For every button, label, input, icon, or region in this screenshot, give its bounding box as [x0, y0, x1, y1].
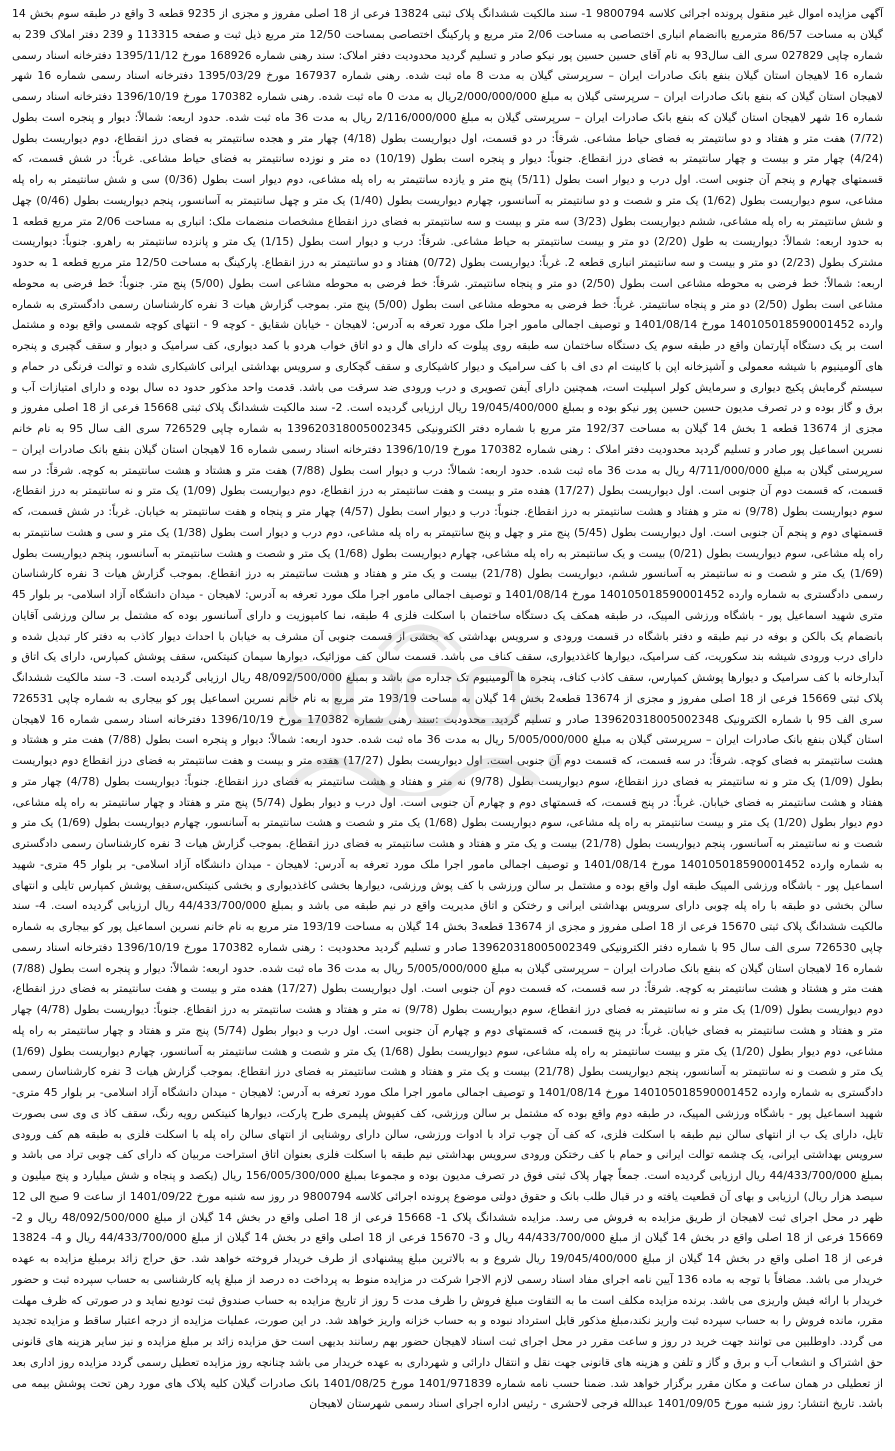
- auction-notice-text: آگهی مزایده اموال غیر منقول پرونده اجرائی کلاسه 9800794 1- سند مالکیت ششدانگ پلاک ثبتی 13824 فرعی از 18 اصلی مفروز و مجزی از 9235 قطعه 3 واقع در طبقه سوم بخش 14 گیلان به مساحت 86/57 مترمربع باانضمام انباری اختصاصی به مساحت 2/06 متر مربع و پارکینگ اختصاصی بمساحت 12/50 متر مربع ذیل ثبت و صفحه 113315 و 239 دفتر املاک 239 به شماره چاپی 027829 سری الف سال93 به نام آقای حسین حسین پور نیکو صادر و تسلیم گردید محدودیت دفتر املاک: سند رهنی شماره 168926 مورخ 1395/11/12 دفترخانه اسناد رسمی شماره 16 لاهیجان استان گیلان بنفع بانک صادرات ایران – سرپرستی گیلان به مدت 8 ماه ثبت شده. رهنی شماره 167937 مورخ 1395/03/29 دفترخانه اسناد رسمی شماره 16 شهر لاهیجان استان گیلان که بنفع بانک صادرات ایران – سرپرستی گیلان به مبلغ 2/000/000/000ریال به مدت 0 ماه ثبت شده. رهنی شماره 170382 مورخ 1396/10/19 دفترخانه اسناد رسمی شماره 16 شهر لاهیجان استان گیلان که بنفع بانک صادرات ایران – سرپرستی گیلان به مبلغ 2/116/000/000 ریال به مدت 36 ماه ثبت شده. حدود اربعه: شمالاً: دیوار و پنجره است بطول (7/72) هفت متر و هفتاد و دو سانتیمتر به فضای حیاط مشاعی. شرقاً: در دو قسمت، اول دیواریست بطول (4/18) چهار متر و هجده سانتیمتر به فضای درز انقطاع، دوم دیواریست بطول (4/24) چهار متر و بیست و چهار سانتیمتر به فضای درز انقطاع. جنوباً: دیوار و پنجره است بطول (10/19) ده متر و نوزده سانتیمتر به فضای حیاط مشاعی. غرباً: در شش قسمت، که قسمتهای چهارم و پنجم آن جنوبی است. اول درب و دیوار است بطول (5/11) پنج متر و یازده سانتیمتر به راه پله مشاعی، دوم دیوار است بطول (0/36) سی و شش سانتیمتر به راه پله مشاعی، سوم دیواریست بطول (1/62) یک متر و شصت و دو سانتیمتر به آسانسور، چهارم دیواریست بطول (1/40) یک متر و چهل سانتیمتر به آسانسور، پنجم دیواریست بطول (0/46) چهل و شش سانتیمتر به راه پله مشاعی، ششم دیواریست بطول (3/23) سه متر و بیست و سه سانتیمتر به فضای درز انقطاع مشخصات منضمات ملک: انباری به مساحت 2/06 متر مربع قطعه 1 به حدود اربعه: شمالاً: دیواریست به طول (2/20) دو متر و بیست سانتیمتر به حیاط مشاعی. شرقاً: درب و دیوار است بطول (1/15) یک متر و پانزده سانتیمتر به راهرو. جنوباً: دیواریست مشترک بطول (2/23) دو متر و بیست و سه سانتیمتر انباری قطعه 2. غرباً: دیواریست بطول (0/72) هفتاد و دو سانتیمتر به درز انقطاع. پارکینگ به مساحت 12/50 متر مربع قطعه 1 به حدود اربعه: شمالاً: خط فرضی به محوطه مشاعی است بطول (2/50) دو متر و پنجاه سانتیمتر. شرقاً: خط فرضی به محوطه مشاعی است بطول (5/00) پنج متر. جنوباً: خط فرضی به محوطه مشاعی است بطول (2/50) دو متر و پنجاه سانتیمتر. غرباً: خط فرضی به محوطه مشاعی است بطول (5/00) پنج متر. بموجب گزارش هیات 3 نفره کارشناسان رسمی دادگستری به شماره وارده 140105018590001452 مورخ 1401/08/14 و توصیف اجمالی مامور اجرا ملک مورد تعرفه به آدرس: لاهیجان - خیابان شقایق - کوچه 9 - انتهای کوچه شمسی واقع بوده و مشتمل است بر یک دستگاه آپارتمان واقع در طبقه سوم یک دستگاه ساختمان سه طبقه روی پیلوت که دارای هال و دو اتاق خواب هردو با کمد دیواری، کف سرامیک و دیوار و سقف گچبری و پنجره های آلومینیوم با شیشه معمولی و آشپزخانه اپن با کابینت ام دی اف با کف سرامیک و دیوار کاشیکاری و سقف گچکاری و سرویس بهداشتی ایرانی کاشیکاری شده و توالت فرنگی در حمام و سیستم گرمایش پکیج دیواری و سرمایش کولر اسپلیت است، همچنین دارای آیفن تصویری و درب ورودی ضد سرقت می باشد. قدمت واحد مذکور حدود ده سال بوده و دارای امتیازات آب و برق و گاز بوده و در تصرف مدیون حسین حسین پور نیکو بوده و بمبلغ 19/045/400/000 ریال ارزیابی گردیده است. 2- سند مالکیت ششدانگ پلاک ثبتی 15668 فرعی از 18 اصلی مفروز و مجزی از 13674 قطعه 1 بخش 14 گیلان به مساحت 192/37 متر مربع با شماره دفتر الکترونیکی 139620318005002345 به شماره چاپی 726529 سری الف سال 95 به نام خانم نسرین اسماعیل پور صادر و تسلیم گردید محدودیت دفتر املاک : رهنی شماره 170382 مورخ 1396/10/19 دفترخانه اسناد رسمی شماره 16 لاهیجان استان گیلان بنفع بانک صادرات ایران – سرپرستی گیلان به مبلغ 4/711/000/000 ریال به مدت 36 ماه ثبت شده. حدود اربعه: شمالاً: درب و دیوار است بطول (7/88) هفت متر و هشتاد و هشت سانتیمتر به کوچه. شرقاً: در سه قسمت، که قسمت دوم آن جنوبی است. اول دیواریست بطول (17/27) هفده متر و بیست و هفت سانتیمتر به درز انقطاع، دوم دیواریست بطول (1/09) یک متر و نه سانتیمتر به درز انقطاع، سوم دیواریست بطول (9/78) نه متر و هفتاد و هشت سانتیمتر به درز انقطاع. جنوباً: درب و دیوار است بطول (4/57) چهار متر و پنجاه و هفت سانتیمتر به خیابان. غرباً: در شش قسمت، که قسمتهای دوم و پنجم آن جنوبی است. اول دیواریست بطول (5/45) پنج متر و چهل و پنج سانتیمتر به راه پله مشاعی، دوم درب و دیوار است بطول (1/38) یک متر و سی و هشت سانتیمتر به راه پله مشاعی، سوم دیواریست بطول (0/21) بیست و یک سانتیمتر به راه پله مشاعی، چهارم دیواریست بطول (1/68) یک متر و شصت و هشت سانتیمتر به آسانسور، پنجم دیواریست بطول (1/69) یک متر و شصت و نه سانتیمتر به آسانسور ششم، دیواریست بطول (21/78) بیست و یک متر و هفتاد و هشت سانتیمتر به درز انقطاع. بموجب گزارش هیات 3 نفره کارشناسان رسمی دادگستری به شماره وارده 140105018590001452 مورخ 1401/08/14 و توصیف اجمالی مامور اجرا ملک مورد تعرفه به آدرس: لاهیجان - میدان دانشگاه آزاد اسلامی- بر بلوار 45 متری شهید اسماعیل پور - باشگاه ورزشی المپیک، در طبقه همکف یک دستگاه ساختمان با اسکلت فلزی 4 طبقه، نما کامپوزیت و دارای آسانسور بوده که مشتمل بر سالن ورزشی آقایان بانضمام یک بالکن و بوفه در نیم طبقه و دفتر باشگاه در قسمت ورودی و سرویس بهداشتی که بخشی از قسمت جنوبی آن مشرف به خیابان با احداث دیوار کاذب به دفتر کار تبدیل شده و دارای درب ورودی شیشه بند سکوریت، کف سرامیک، دیوارها کاغذدیواری، سقف کناف می باشد. قسمت سالن کف موزائیک، دیوارها سیمان کنیتکس، سقف پوشش کمپارس، دارای یک اتاق و آبدارخانه با کف سرامیک و دیوارها پوشش کمپارس، سقف کاذب کناف، پنجره ها آلومینیوم تک جداره می باشد و بمبلغ 48/092/500/000 ریال ارزیابی گردیده است. 3- سند مالکیت ششدانگ پلاک ثبتی 15669 فرعی از 18 اصلی مفروز و مجزی از 13674 قطعه2 بخش 14 گیلان به مساحت 193/19 متر مربع به نام خانم نسرین اسماعیل پور کو بیجاری به شماره چاپی 726531 سری الف 95 با شماره الکترونیک 139620318005002348 صادر و تسلیم گردید. محدودیت :سند رهنی شماره 170382 مورخ 1396/10/19 دفترخانه اسناد رسمی شماره 16 لاهیجان استان گیلان بنفع بانک صادرات ایران – سرپرستی گیلان به مبلغ 5/005/000/000 ریال به مدت 36 ماه ثبت شده. حدود اربعه: شمالاً: دیوار و پنجره است بطول (7/88) هفت متر و هشتاد و هشت سانتیمتر به فضای کوچه. شرقاً: در سه قسمت، که قسمت دوم آن جنوبی است. اول دیواریست بطول (17/27) هفده متر و بیست و هفت سانتیمتر به فضای درز انقطاع دوم دیواریست بطول (1/09) یک متر و نه سانتیمتر به فضای درز انقطاع، سوم دیواریست بطول (9/78) نه متر و هفتاد و هشت سانتیمتر به فضای درز انقطاع. جنوباً: دیواریست بطول (4/78) چهار متر و هفتاد و هشت سانتیمتر به فضای خیابان. غرباً: در پنج قسمت، که قسمتهای دوم و چهارم آن جنوبی است. اول درب و دیوار بطول (5/74) پنج متر و هفتاد و چهار سانتیمتر به راه پله مشاعی، دوم دیوار بطول (1/20) یک متر و بیست سانتیمتر به راه پله مشاعی، سوم دیواریست بطول (1/68) یک متر و شصت و هشت سانتیمتر به آسانسور، چهارم دیواریست بطول (1/69) یک متر و شصت و نه سانتیمتر به آسانسور، پنجم دیواریست بطول (21/78) بیست و یک متر و هفتاد و هشت سانتیمتر به فضای درز انقطاع. بموجب گزارش هیات 3 نفره کارشناسان رسمی دادگستری به شماره وارده 140105018590001452 مورخ 1401/08/14 و توصیف اجمالی مامور اجرا ملک مورد تعرفه به آدرس: لاهیجان - میدان دانشگاه آزاد اسلامی- بر بلوار 45 متری- شهید اسماعیل پور - باشگاه ورزشی المپیک طبقه اول واقع بوده و مشتمل بر سالن ورزشی با کف پوش ورزشی، دیوارها بخشی کاغذدیواری و بخشی کنیتکس،سقف پوشش کمپارس تایلی و انتهای سالن بخشی دو طبقه با راه پله چوبی دارای سرویس بهداشتی ایرانی و رختکن و اتاق مدیریت واقع در نیم طبقه می باشد و بمبلغ 44/433/700/000 ریال ارزیابی گردیده است. 4- سند مالکیت ششدانگ پلاک ثبتی 15670 فرعی از 18 اصلی مفروز و مجزی از 13674 قطعه3 بخش 14 گیلان به مساحت 193/19 متر مربع به نام خانم نسرین اسماعیل پور کو بیجاری به شماره چاپی 726530 سری الف سال 95 با شماره دفتر الکترونیکی 139620318005002349 صادر و تسلیم گردید محدودیت : رهنی شماره 170382 مورخ 1396/10/19 دفترخانه اسناد رسمی شماره 16 لاهیجان استان گیلان که بنفع بانک صادرات ایران – سرپرستی گیلان به مبلغ 5/005/000/000 ریال به مدت 36 ماه ثبت شده. حدود اربعه: شمالاً: دیوار و پنجره است بطول (7/88) هفت متر و هشتاد و هشت سانتیمتر به کوچه. شرقاً: در سه قسمت، که قسمت دوم آن جنوبی است. اول دیواریست بطول (17/27) هفده متر و بیست و هفت سانتیمتر به فضای درز انقطاع، دوم دیواریست بطول (1/09) یک متر و نه سانتیمتر به فضای درز انقطاع، سوم دیواریست بطول (9/78) نه متر و هفتاد و هشت سانتیمتر به درز انقطاع. جنوباً: دیواریست بطول (4/78) چهار متر و هفتاد و هشت سانتیمتر به فضای خیابان. غرباً: در پنج قسمت، که قسمتهای دوم و چهارم آن جنوبی است. اول درب و دیوار بطول (5/74) پنج متر و هفتاد و چهار سانتیمتر به راه پله مشاعی، دوم دیوار بطول (1/20) یک متر و بیست سانتیمتر به راه پله مشاعی، سوم دیواریست بطول (1/68) یک متر و شصت و هشت سانتیمتر به آسانسور، چهارم دیواریست بطول (1/69) یک متر و شصت و نه سانتیمتر به آسانسور، پنجم دیواریست بطول (21/78) بیست و یک متر و هفتاد و هشت سانتیمتر به فضای درز انقطاع. بموجب گزارش هیات 3 نفره کارشناسان رسمی دادگستری به شماره وارده 140105018590001452 مورخ 1401/08/14 و توصیف اجمالی مامور اجرا ملک مورد تعرفه به آدرس: لاهیجان - میدان دانشگاه آزاد اسلامی- بر بلوار 45 متری- شهید اسماعیل پور - باشگاه ورزشی المپیک، در طبقه دوم واقع بوده که مشتمل بر سالن ورزشی، کف کفپوش پلیمری طرح پارکت، دیوارها کنیتکس رویه رنگ، سقف کاذ ی وی سی بصورت تایل، دارای یک ب از انتهای سالن نیم طبقه با اسکلت فلزی، که کف آن چوب تراد با ادوات ورزشی، سالن دارای روشنایی از انتهای سالن راه پله با اسکلت فلزی به طبقه هم کف ورودی سرویس بهداشتی ایرانی، یک چشمه توالت ایرانی و حمام با کف رختکن ورودی سرویس بهداشتی نیم طبقه با اسکلت فلزی بعنوان اتاق استراحت مربیان که دارای کف چوبی تراد می باشد و بمبلغ 44/433/700/000 ریال ارزیابی گردیده است. جمعاً چهار پلاک ثبتی فوق در تصرف مدیون بوده و مجموعا بمبلغ 156/005/300/000 ریال (یکصد و پنجاه و شش میلیارد و پنج میلیون و سیصد هزار ریال) ارزیابی و بهای آن قطعیت یافته و در قبال طلب بانک و حقوق دولتی موضوع پرونده اجرائی کلاسه 9800794 در روز سه شنبه مورخ 1401/09/22 از ساعت 9 صبح الی 12 ظهر در محل اجرای ثبت لاهیجان از طریق مزایده به فروش می رسد. مزایده ششدانگ پلاک 1- 15668 فرعی از 18 اصلی واقع در بخش 14 گیلان از مبلغ 48/092/500/000 ریال و 2- 15669 فرعی از 18 اصلی واقع در بخش 14 گیلان از مبلغ 44/433/700/000 ریال و 3- 15670 فرعی از 18 اصلی واقع در بخش 14 گیلان از مبلغ 44/433/700/000 ریال و 4- 13824 فرعی از 18 اصلی واقع در بخش 14 گیلان از مبلغ 19/045/400/000 ریال شروع و به بالاترین مبلغ پیشنهادی از طرف خریدار فروخته خواهد شد. حق حراج زائد برمبلغ مزایده به عهده خریدار می باشد. مضافاً با توجه به ماده 136 آیین نامه اجرای مفاد اسناد رسمی لازم الاجرا شرکت در مزایده منوط به پرداخت ده درصد از مبلغ پایه کارشناسی به حساب سپرده ثبت و حضور خریدار با ارائه فیش واریزی می باشد. برنده مزایده مکلف است ما به التفاوت مبلغ فروش را ظرف مدت 5 روز از تاریخ مزایده به حساب صندوق ثبت تودیع نماید و در صورتی که ظرف مهلت مقرر، مانده فروش را به حساب سپرده ثبت واریز نکند،مبلغ مذکور قابل استرداد نبوده و به حساب خزانه واریز خواهد شد. در این صورت، عملیات مزایده از درجه اعتبار ساقط و مزایده تجدید می گردد. داوطلبین می توانند جهت خرید در روز و ساعت مقرر در محل اجرای ثبت اسناد لاهیجان حضور بهم رسانند بدیهی است حق مزایده زائد بر مبلغ مزایده و نیز سایر هزینه های قانونی حق اشتراک و انشعاب آب و برق و گاز و تلفن و هزینه های قانونی جهت نقل و انتقال دارائی و شهرداری به عهده خریدار می باشد چنانچه روز مزایده تعطیل رسمی گردد مزایده روز اداری بعد از تعطیلی در همان ساعت و مکان مقرر برگزار خواهد شد. ضمنا حسب نامه شماره 1401/971839 مورخ 1401/08/25 بانک صادرات گیلان کلیه پلاک های مورد رهن تحت پوشش بیمه می باشد. تاریخ انتشار: روز شنبه مورخ 1401/09/05 عبدالله فرجی لاحشری - رئیس اداره اجرای اسناد رسمی شهرستان لاهیجان: [12, 7, 884, 1411]
